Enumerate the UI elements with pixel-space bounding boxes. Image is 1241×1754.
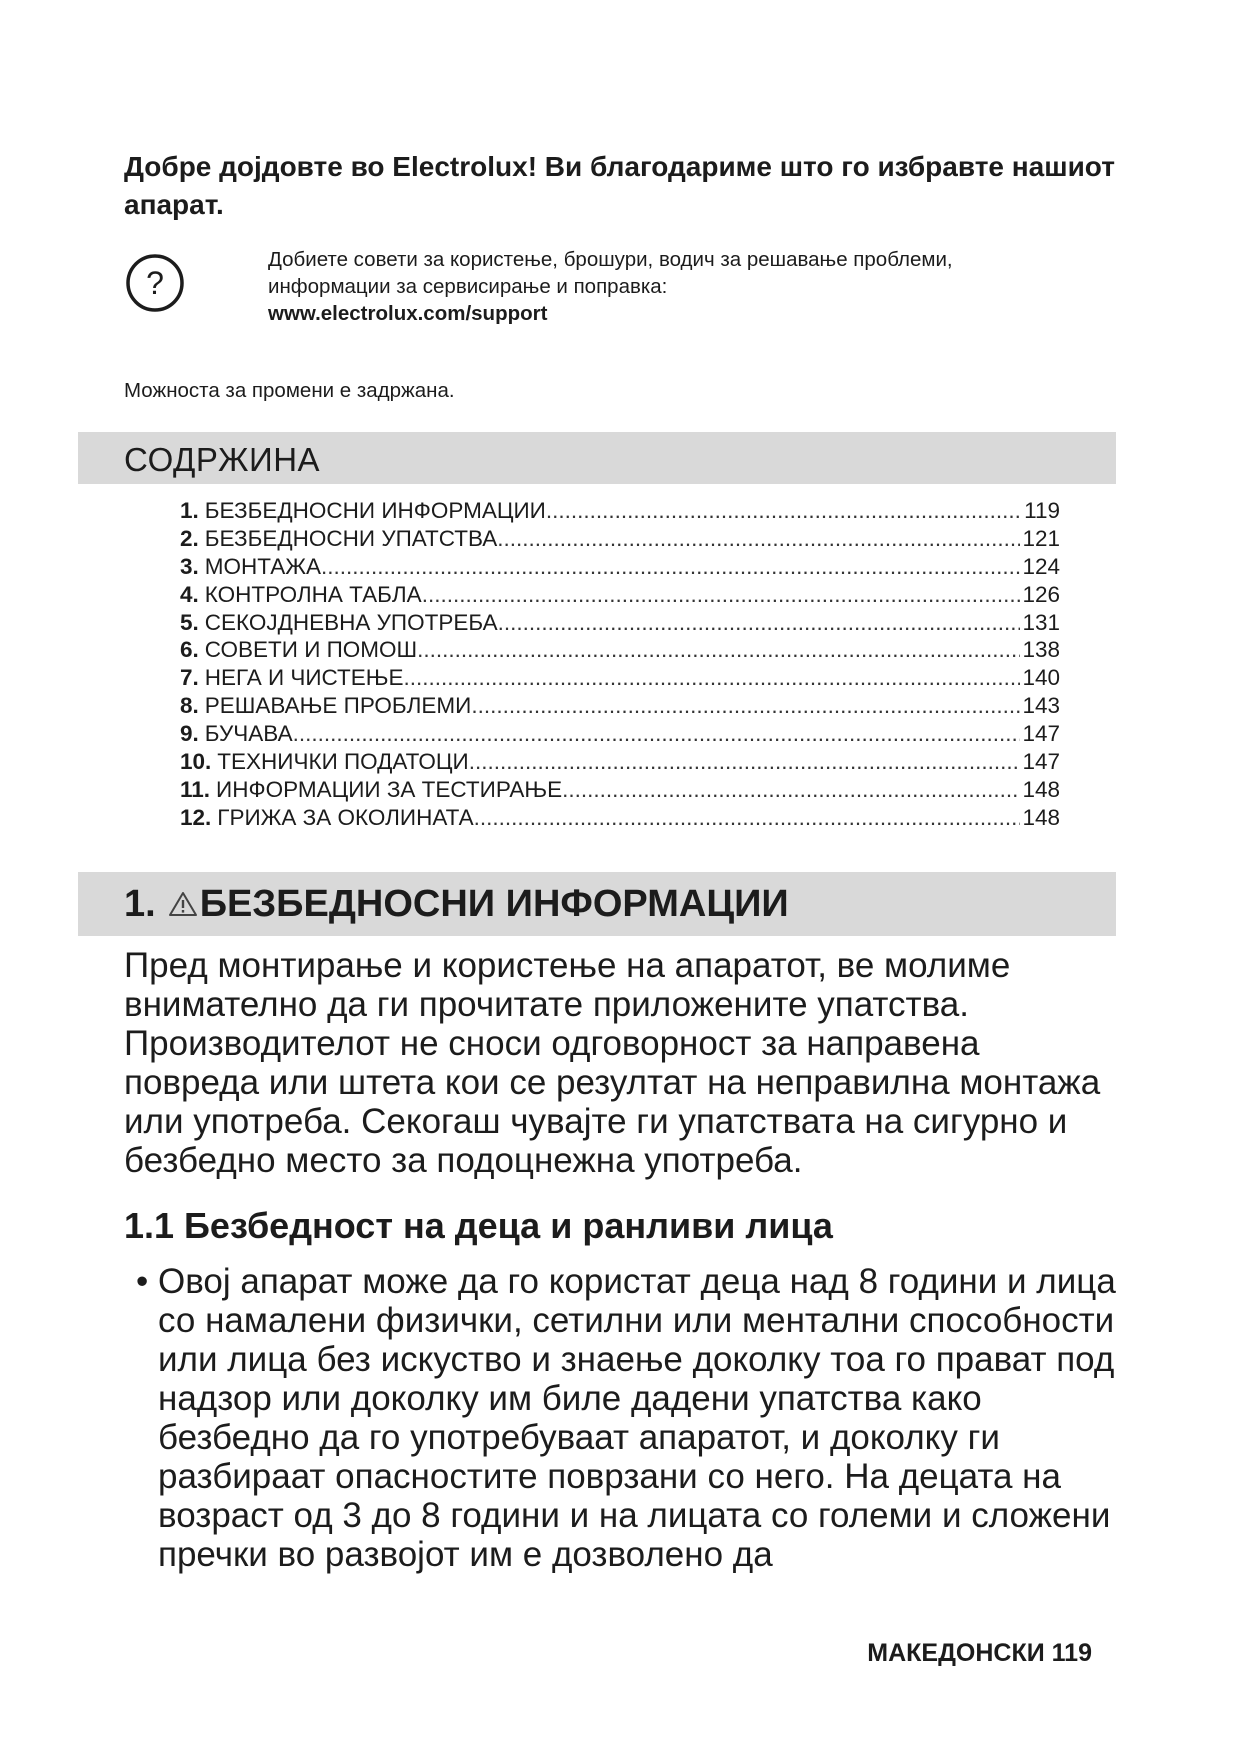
toc-item[interactable] (180, 776, 1060, 804)
toc-item-page: 147 (1022, 721, 1060, 747)
toc-item-page: 138 (1022, 637, 1060, 663)
toc-item-label: НЕГА И ЧИСТЕЊЕ (204, 665, 404, 691)
section-1-number: 1. (124, 883, 156, 925)
toc-item-label: СЕКОЈДНЕВНА УПОТРЕБА (204, 609, 498, 635)
support-info (268, 246, 1088, 327)
section-1-label: БЕЗБЕДНОСНИ ИНФОРМАЦИИ (199, 883, 789, 925)
toc-item-label: РЕШАВАЊЕ ПРОБЛЕМИ (204, 693, 472, 719)
toc-item-number: 4. (180, 581, 199, 607)
toc-item-leader (293, 720, 1021, 748)
toc-item-label: МОНТАЖА (204, 553, 322, 579)
toc-item-leader (321, 553, 1020, 581)
section-1-title (124, 878, 789, 930)
toc-item-leader (498, 609, 1021, 637)
toc-item-leader (471, 692, 1020, 720)
footer-language: МАКЕДОНСКИ (867, 1639, 1045, 1667)
toc-item-number: 2. (180, 525, 199, 551)
toc-item-page: 131 (1022, 609, 1060, 635)
toc-item-page: 143 (1022, 693, 1060, 719)
toc-item[interactable] (180, 804, 1060, 832)
toc-item-number: 5. (180, 609, 199, 635)
toc-item-leader (562, 776, 1020, 804)
toc-title: СОДРЖИНА (124, 441, 321, 478)
toc-item-number: 8. (180, 693, 199, 719)
change-notice: Можноста за промени е задржана. (124, 379, 455, 402)
toc-item-number: 6. (180, 637, 199, 663)
toc-item-page: 140 (1022, 665, 1060, 691)
toc-item[interactable] (180, 664, 1060, 692)
toc-item-leader (417, 636, 1020, 664)
toc-item[interactable] (180, 553, 1060, 581)
toc-item-page: 124 (1022, 553, 1060, 579)
bullet-marker: • (136, 1262, 149, 1301)
toc-item-page: 126 (1022, 581, 1060, 607)
toc-item-label: КОНТРОЛНА ТАБЛА (204, 581, 422, 607)
toc-item-label: ИНФОРМАЦИИ ЗА ТЕСТИРАЊЕ (216, 776, 563, 802)
toc-item[interactable] (180, 609, 1060, 637)
list-item (124, 1262, 1124, 1574)
toc-item[interactable] (180, 581, 1060, 609)
toc-item-leader (404, 664, 1021, 692)
toc-item[interactable] (180, 720, 1060, 748)
bullet-text: Овој апарат може да го користат деца над 8 години и лица со намалени физички, сетилни или ментални способности или лица без искуство и знаење доколку тоа го прават под надзор или доколку им биле дадени упатства како безбедно да го употребуваат апаратот, и доколку ги разбираат опасностите поврзани со него. На децата на возраст од 3 до 8 години и на лицата со големи и сложени пречки во развојот им е дозволено да (158, 1262, 1116, 1574)
support-info-line-2: информации за сервисирање и поправка: (268, 275, 668, 298)
toc-item-number: 11. (180, 776, 211, 802)
table-of-contents (180, 497, 1060, 832)
warning-triangle-icon (168, 890, 198, 918)
toc-item[interactable] (180, 748, 1060, 776)
toc-item-page: 121 (1022, 525, 1060, 551)
toc-item-page: 119 (1024, 498, 1060, 523)
toc-item-number: 9. (180, 721, 199, 747)
toc-item-number: 10. (180, 749, 212, 775)
toc-item-number: 3. (180, 553, 199, 579)
svg-text:?: ? (146, 265, 164, 301)
toc-item-page: 148 (1022, 804, 1060, 830)
toc-item-number: 12. (180, 804, 212, 830)
toc-item-leader (469, 748, 1021, 776)
toc-item-label: БЕЗБЕДНОСНИ ИНФОРМАЦИИ (204, 498, 546, 523)
support-url-link[interactable]: www.electrolux.com/support (268, 302, 548, 325)
welcome-heading: Добре дојдовте во Electrolux! Ви благодариме што го избравте нашиот апарат. (124, 151, 1115, 220)
toc-item-label: СОВЕТИ И ПОМОШ (204, 637, 418, 663)
toc-item-label: БУЧАВА (204, 721, 293, 747)
toc-item-label: ТЕХНИЧКИ ПОДАТОЦИ (217, 749, 469, 775)
footer-page-number: 119 (1051, 1639, 1092, 1667)
toc-item[interactable] (180, 692, 1060, 720)
toc-item-number: 1. (180, 498, 199, 523)
toc-item-leader (546, 497, 1022, 525)
question-mark-circle-icon (124, 252, 186, 314)
toc-item[interactable] (180, 525, 1060, 553)
subsection-1-1-title: 1.1 Безбедност на деца и ранливи лица (124, 1205, 833, 1246)
toc-item[interactable] (180, 636, 1060, 664)
section-1-intro: Пред монтирање и користење на апаратот, ве молиме внимателно да ги прочитате приложените упатства. Производителот не сноси одговорност за направена повреда или штета кои се резултат на неправилна монтажа или употреба. Секогаш чувајте ги упатствата на сигурно и безбедно место за подоцнежна употреба. (124, 946, 1101, 1180)
toc-item-page: 148 (1022, 776, 1060, 802)
toc-item-leader (474, 804, 1021, 832)
toc-item-leader (497, 525, 1020, 553)
toc-item-leader (422, 581, 1021, 609)
support-info-line-1: Добиете совети за користење, брошури, водич за решавање проблеми, (268, 248, 953, 271)
toc-item-page: 147 (1022, 749, 1060, 775)
page-footer (840, 1638, 1092, 1668)
toc-item-label: БЕЗБЕДНОСНИ УПАТСТВА (204, 525, 498, 551)
toc-item-label: ГРИЖА ЗА ОКОЛИНАТА (217, 804, 474, 830)
toc-item-number: 7. (180, 665, 199, 691)
toc-item[interactable] (180, 497, 1060, 525)
